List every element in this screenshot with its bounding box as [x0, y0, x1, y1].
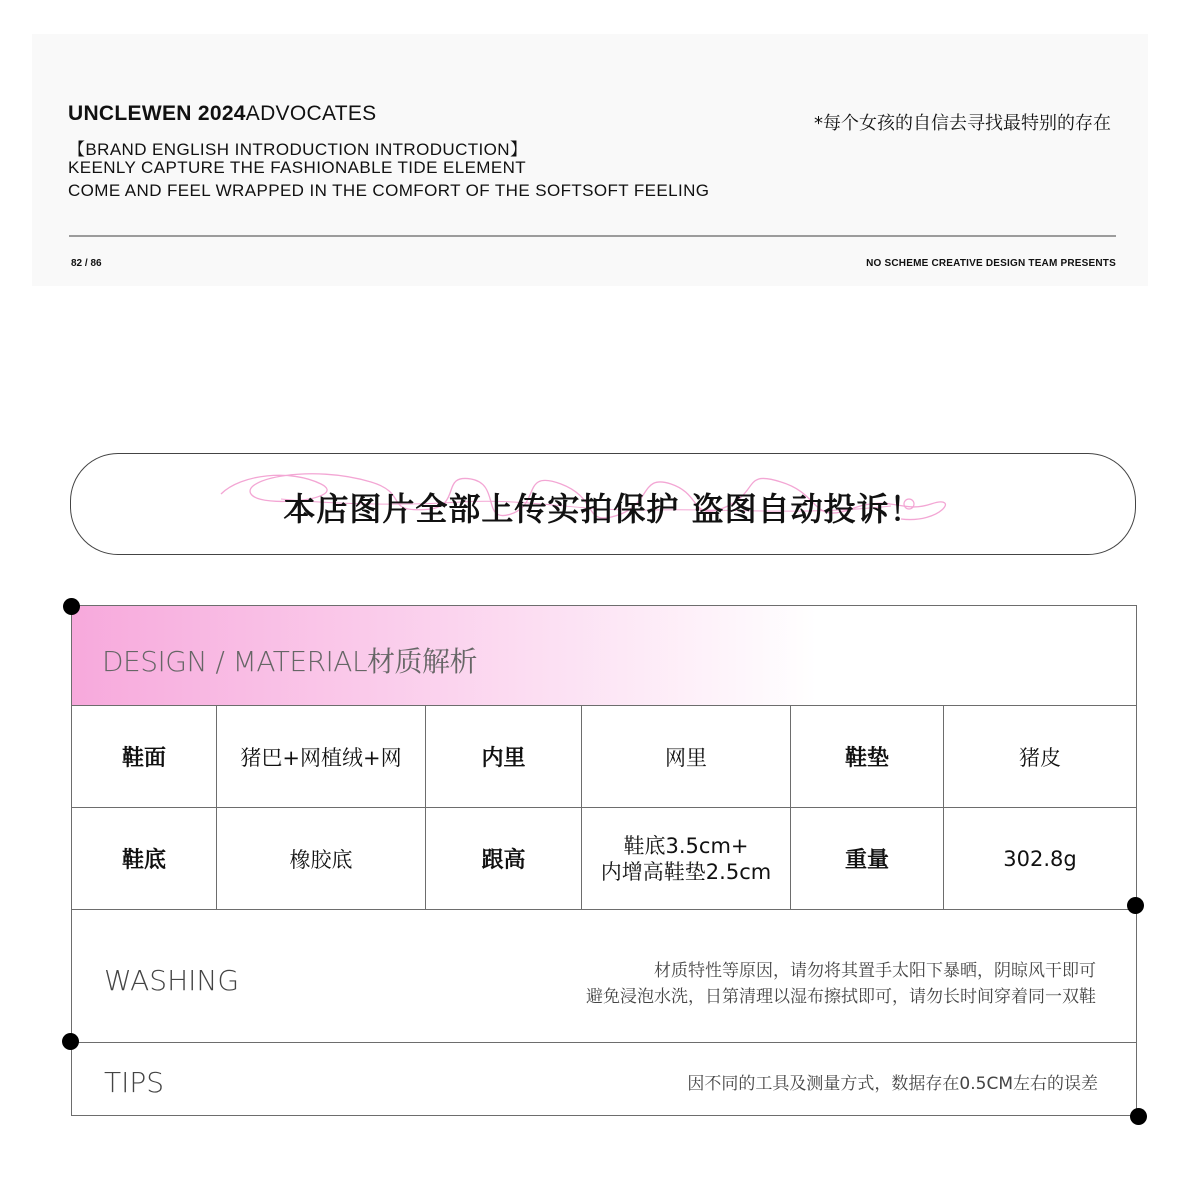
table-row [72, 808, 1136, 910]
spec-key: 鞋垫 [791, 706, 944, 808]
spec-value: 猪巴+网植绒+网 [217, 706, 426, 808]
copyright-notice [70, 453, 1136, 555]
tips-divider [72, 1042, 1136, 1043]
team-credit: NO SCHEME CREATIVE DESIGN TEAM PRESENTS [866, 258, 1116, 269]
spec-table [71, 605, 1137, 1116]
intro-line-1: 【BRAND ENGLISH INTRODUCTION INTRODUCTION】 [68, 140, 528, 159]
corner-dot [63, 598, 80, 615]
spec-value: 鞋底3.5cm+ 内增高鞋垫2.5cm [582, 808, 791, 910]
corner-dot [1127, 897, 1144, 914]
spec-header [72, 606, 1136, 706]
washing-line-2: 避免浸泡水洗，日第清理以湿布擦拭即可，请勿长时间穿着同一双鞋 [586, 987, 1096, 1007]
spec-value: 橡胶底 [217, 808, 426, 910]
spec-title: DESIGN / MATERIAL材质解析 [102, 645, 478, 678]
tips-text: 因不同的工具及测量方式，数据存在0.5CM左右的误差 [687, 1074, 1098, 1094]
header-divider [69, 235, 1116, 237]
tips-label: TIPS [104, 1066, 165, 1099]
notice-text: 本店图片全部上传实拍保护 盗图自动投诉！ [283, 490, 923, 528]
table-row [72, 706, 1136, 808]
corner-dot [1130, 1108, 1147, 1125]
brand-subtitle: ADVOCATES [245, 102, 377, 125]
spec-grid [72, 706, 1136, 910]
spec-value: 302.8g [944, 808, 1137, 910]
spec-key: 内里 [426, 706, 582, 808]
corner-dot [62, 1033, 79, 1050]
intro-line-3: COME AND FEEL WRAPPED IN THE COMFORT OF THE SOFTSOFT FEELING [68, 181, 710, 200]
brand-title [68, 102, 376, 126]
washing-label: WASHING [104, 964, 240, 997]
washing-line-1: 材质特性等原因，请勿将其置手太阳下暴晒，阴晾风干即可 [654, 961, 1096, 981]
spec-value: 猪皮 [944, 706, 1137, 808]
slogan: *每个女孩的自信去寻找最特别的存在 [814, 113, 1111, 134]
brand-name: UNCLEWEN 2024 [68, 102, 246, 125]
washing-instructions [586, 958, 1096, 1010]
page-number: 82 / 86 [71, 258, 102, 269]
spec-key: 跟高 [426, 808, 582, 910]
spec-key: 重量 [791, 808, 944, 910]
intro-line-2: KEENLY CAPTURE THE FASHIONABLE TIDE ELEMENT [68, 158, 527, 177]
spec-key: 鞋面 [72, 706, 217, 808]
spec-value: 网里 [582, 706, 791, 808]
spec-key: 鞋底 [72, 808, 217, 910]
